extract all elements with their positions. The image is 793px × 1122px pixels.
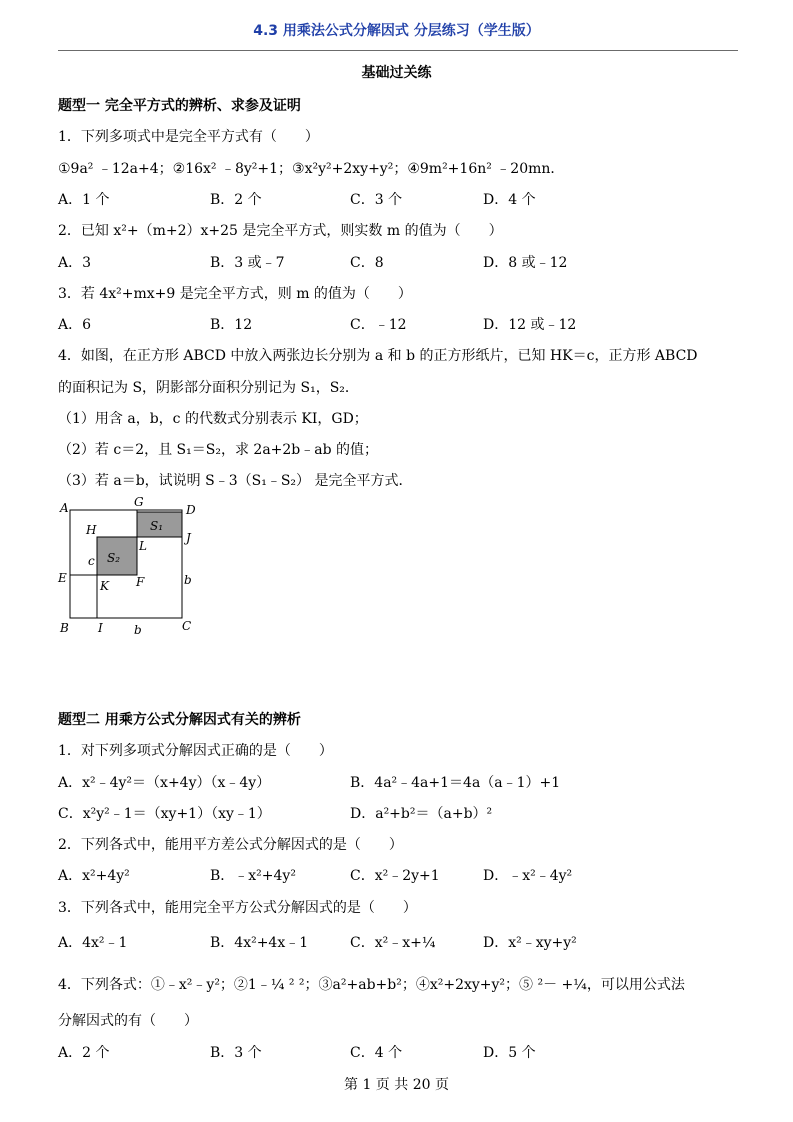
t1-q1-exprs: ①9a² ﹣12a+4；②16x² ﹣8y²+1；③x²y²+2xy+y²；④9m²+16n² ﹣20mn． bbox=[58, 161, 565, 177]
t2-q1-option-d: D．a²+b²＝（a+b）² bbox=[350, 806, 493, 822]
t1-q3-option-a: A．6 bbox=[58, 317, 92, 333]
t1-q1-option-d: D．4 个 bbox=[483, 192, 536, 208]
t2-q4-stem-line1: 4．下列各式：①﹣x²﹣y²；②1﹣¼ ² ²；③a²+ab+b²；④x²+2xy+y²；⑤ ²－ +¼，可以用公式法 bbox=[58, 977, 685, 993]
label-f: F bbox=[136, 575, 145, 589]
label-d: D bbox=[186, 503, 196, 517]
square-figure bbox=[52, 494, 202, 642]
document-header-title: 4.3 用乘法公式分解因式 分层练习（学生版） bbox=[253, 23, 540, 39]
header-divider bbox=[58, 50, 738, 51]
t1-q2-option-c: C．8 bbox=[350, 255, 384, 271]
t1-q4-part2: （2）若 c＝2，且 S₁＝S₂，求 2a+2b﹣ab 的值； bbox=[58, 442, 379, 458]
label-i: I bbox=[98, 621, 103, 635]
label-g: G bbox=[134, 495, 144, 509]
t1-q3-option-b: B．12 bbox=[210, 317, 253, 333]
t1-q4-part1: （1）用含 a，b，c 的代数式分别表示 KI，GD； bbox=[58, 411, 368, 427]
t2-q4-option-c: C．4 个 bbox=[350, 1045, 403, 1061]
label-b-right: b bbox=[184, 573, 192, 587]
t2-q3-option-a: A．4x²﹣1 bbox=[58, 935, 128, 951]
label-j: J bbox=[186, 531, 191, 545]
section-title: 基础过关练 bbox=[361, 65, 432, 81]
t2-q2-option-c: C．x²﹣2y+1 bbox=[350, 868, 440, 884]
t2-q2-option-a: A．x²+4y² bbox=[58, 868, 130, 884]
t2-q3-stem: 3．下列各式中，能用完全平方公式分解因式的是（ ） bbox=[58, 900, 417, 916]
t2-q1-option-c: C．x²y²﹣1＝（xy+1）（xy﹣1） bbox=[58, 806, 271, 822]
label-s2: S₂ bbox=[107, 551, 121, 565]
t1-q4-stem-line2: 的面积记为 S，阴影部分面积分别记为 S₁，S₂． bbox=[58, 380, 359, 396]
label-b: B bbox=[60, 621, 69, 635]
t1-q4-part3: （3）若 a＝b，试说明 S﹣3（S₁﹣S₂） 是完全平方式． bbox=[58, 473, 413, 489]
t1-q2-option-a: A．3 bbox=[58, 255, 92, 271]
t2-q4-option-b: B．3 个 bbox=[210, 1045, 262, 1061]
t2-q4-option-a: A．2 个 bbox=[58, 1045, 110, 1061]
t1-q1-option-a: A．1 个 bbox=[58, 192, 110, 208]
type1-heading: 题型一 完全平方式的辨析、求参及证明 bbox=[58, 98, 301, 114]
t2-q3-option-d: D．x²﹣xy+y² bbox=[483, 935, 577, 951]
t2-q3-option-c: C．x²﹣x+¼ bbox=[350, 935, 436, 951]
t1-q3-stem: 3．若 4x²+mx+9 是完全平方式，则 m 的值为（ ） bbox=[58, 286, 412, 302]
t1-q2-option-d: D．8 或﹣12 bbox=[483, 255, 568, 271]
label-k: K bbox=[100, 579, 109, 593]
label-a: A bbox=[60, 501, 69, 515]
t2-q3-option-b: B．4x²+4x﹣1 bbox=[210, 935, 309, 951]
t1-q1-option-b: B．2 个 bbox=[210, 192, 262, 208]
t1-q1-stem: 1．下列多项式中是完全平方式有（ ） bbox=[58, 129, 319, 145]
t1-q3-option-c: C．﹣12 bbox=[350, 317, 407, 333]
t1-q4-stem-line1: 4．如图，在正方形 ABCD 中放入两张边长分别为 a 和 b 的正方形纸片，已知 HK＝c，正方形 ABCD bbox=[58, 348, 698, 364]
type2-heading: 题型二 用乘方公式分解因式有关的辨析 bbox=[58, 712, 301, 728]
label-l: L bbox=[139, 539, 147, 553]
label-c: c bbox=[88, 554, 95, 568]
label-h: H bbox=[86, 523, 97, 537]
t2-q2-stem: 2．下列各式中，能用平方差公式分解因式的是（ ） bbox=[58, 837, 403, 853]
t2-q4-stem-line2: 分解因式的有（ ） bbox=[58, 1013, 198, 1029]
t2-q2-option-d: D．﹣x²﹣4y² bbox=[483, 868, 573, 884]
label-s1: S₁ bbox=[150, 519, 164, 533]
t1-q2-option-b: B．3 或﹣7 bbox=[210, 255, 285, 271]
t1-q2-stem: 2．已知 x²+（m+2）x+25 是完全平方式，则实数 m 的值为（ ） bbox=[58, 223, 503, 239]
t2-q4-option-d: D．5 个 bbox=[483, 1045, 536, 1061]
t2-q1-stem: 1．对下列多项式分解因式正确的是（ ） bbox=[58, 743, 333, 759]
t2-q1-option-a: A．x²﹣4y²＝（x+4y）（x﹣4y） bbox=[58, 775, 271, 791]
t1-q1-option-c: C．3 个 bbox=[350, 192, 403, 208]
t2-q1-option-b: B．4a²﹣4a+1＝4a（a﹣1）+1 bbox=[350, 775, 561, 791]
page-footer: 第 1 页 共 20 页 bbox=[344, 1077, 449, 1093]
label-c-vertex: C bbox=[182, 619, 192, 633]
t1-q3-option-d: D．12 或﹣12 bbox=[483, 317, 577, 333]
label-b-bottom: b bbox=[134, 623, 142, 637]
t2-q2-option-b: B．﹣x²+4y² bbox=[210, 868, 296, 884]
label-e: E bbox=[58, 571, 67, 585]
